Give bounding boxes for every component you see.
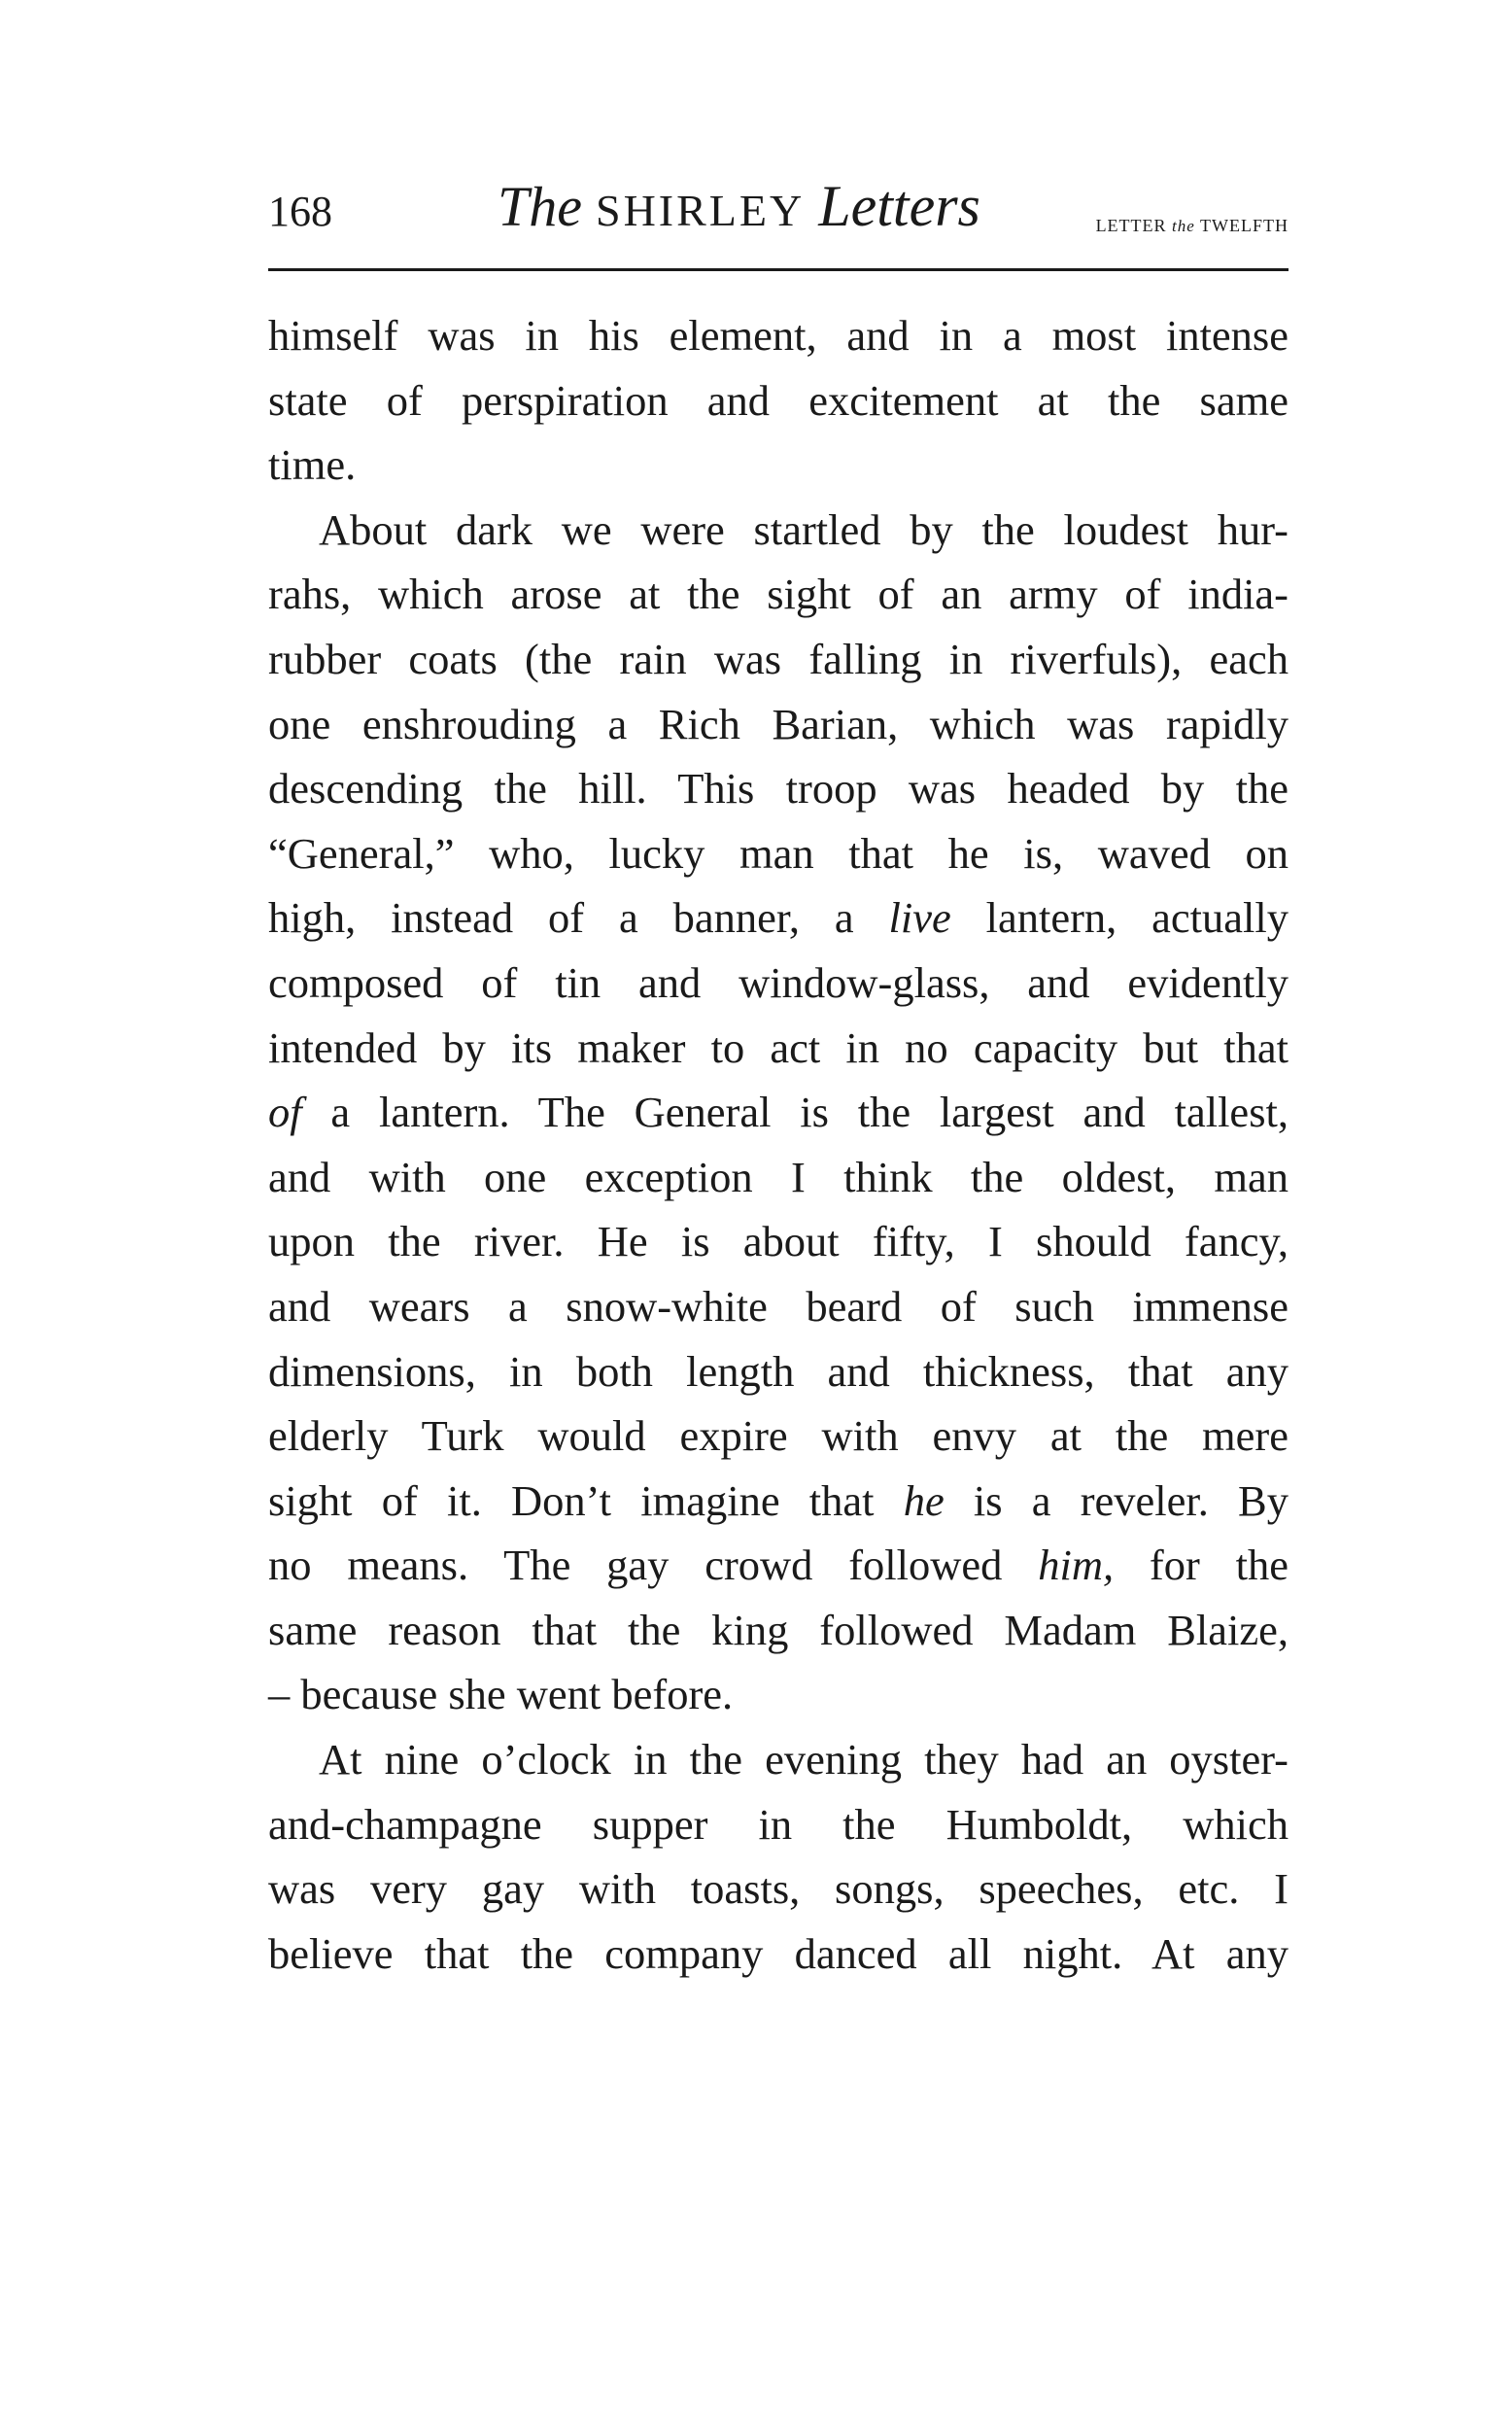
book-title (498, 173, 980, 240)
text-line: descending the hill. This troop was headed by the (268, 764, 1289, 814)
text-line: believe that the company danced all night. At any (268, 1928, 1289, 1978)
letter-label (1096, 216, 1289, 236)
letter-label-number: TWELFTH (1200, 216, 1289, 235)
text-line: About dark we were startled by the loudest hur- (319, 504, 1289, 554)
text-line: rahs, which arose at the sight of an army of india- (268, 570, 1289, 619)
text-line: time. (268, 440, 357, 490)
page-number: 168 (268, 188, 332, 235)
text-segment: no means. The gay crowd followed (268, 1541, 1039, 1590)
text-line: same reason that the king followed Madam Blaize, (268, 1605, 1289, 1654)
text-line: was very gay with toasts, songs, speeches, etc. I (268, 1864, 1289, 1914)
text-segment: sight of it. Don’t imagine that (268, 1475, 904, 1525)
text-line: himself was in his element, and in a most intense (268, 311, 1289, 360)
letter-label-word: LETTER (1095, 216, 1167, 235)
text-line: intended by its maker to act in no capacity but that (268, 1022, 1289, 1072)
italic-word: of (268, 1088, 302, 1137)
text-line: At nine o’clock in the evening they had an oyster- (319, 1735, 1289, 1784)
text-line: and with one exception I think the oldest, man (268, 1152, 1289, 1201)
text-segment: is a reveler. By (944, 1475, 1289, 1525)
title-the: The (498, 175, 582, 238)
title-letters: Letters (818, 174, 980, 238)
text-line (268, 1533, 1289, 1598)
text-line (268, 1080, 1289, 1145)
text-line: and wears a snow-white beard of such immense (268, 1281, 1289, 1331)
text-segment: high, instead of a banner, a (268, 893, 889, 943)
text-line: composed of tin and window-glass, and evidently (268, 957, 1289, 1007)
body-text (268, 303, 1289, 1986)
text-line: “General,” who, lucky man that he is, waved on (268, 828, 1289, 878)
text-segment: a lantern. The General is the largest and tallest, (301, 1088, 1289, 1137)
text-line: one enshrouding a Rich Barian, which was rapidly (268, 699, 1289, 748)
running-head (268, 173, 1289, 251)
text-line: upon the river. He is about fifty, I should fancy, (268, 1217, 1289, 1266)
text-line (268, 885, 1289, 951)
text-line: elderly Turk would expire with envy at the mere (268, 1411, 1289, 1461)
text-line: dimensions, in both length and thickness, that any (268, 1346, 1289, 1396)
text-line (268, 1469, 1289, 1534)
text-line: state of perspiration and excitement at the same (268, 375, 1289, 425)
italic-word: live (888, 893, 951, 943)
text-segment: for the (1114, 1541, 1289, 1590)
letter-label-the: the (1172, 217, 1195, 235)
text-line: – because she went before. (268, 1670, 734, 1719)
italic-word: he (903, 1475, 945, 1525)
header-rule (268, 268, 1289, 271)
title-name: SHIRLEY (596, 186, 806, 235)
text-line: and-champagne supper in the Humboldt, which (268, 1799, 1289, 1849)
text-segment: lantern, actually (950, 893, 1289, 943)
text-line: rubber coats (the rain was falling in riverfuls), each (268, 634, 1289, 683)
italic-word: him, (1038, 1541, 1115, 1590)
